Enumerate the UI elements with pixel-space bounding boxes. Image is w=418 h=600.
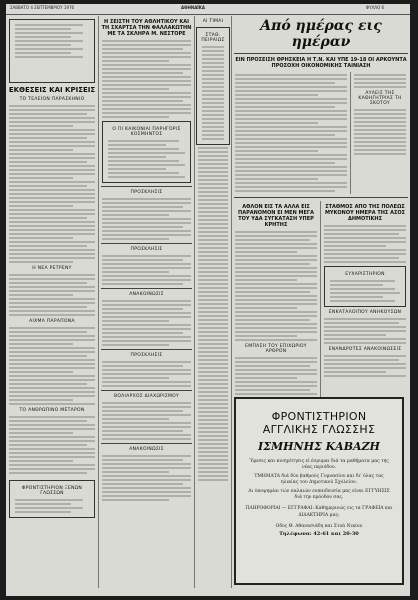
column-1 <box>6 16 99 588</box>
prices-title: ΣΤΑΘ. ΠΕΙΡΑΙΩΣ <box>201 33 225 43</box>
notice-title: Ο ΠΙ ΚΑΙΚΟΝΙΑΙ ΠΑΡΗΓΟΡΙΣ ΚΟΣΜΗΝΤΟΣ <box>112 127 181 137</box>
subheading: Η ΝΕΑ ΡΕΤΡΕΝΥ <box>32 266 72 271</box>
section-heading: ΕΝΚΑΤΑΛΟΙΠΟΥ ΑΝΗΚΟΥΣΩΝ <box>328 310 402 315</box>
subheading: ΤΟ ΑΝΘΡΩΠΙΝΟ ΜΕΤΑΡΟΝ <box>19 408 85 413</box>
ad-text: Ύφεσις και κινηγέτησις εί έσρυμαι διά τα μαθήματα μας της νέας περιόδου. <box>249 459 389 470</box>
article-headline: ΣΤΑΘΜΟΣ ΑΠΟ ΤΗΣ ΠΟΛΕΩΣ ΜΥΚΟΝΟΥ ΗΜΕΡΑ ΤΗΣ ΑΣΟΣ ΔΗΜΟΤΙΚΗΣ <box>324 204 406 222</box>
advert-box <box>9 480 95 518</box>
section-heading: ΠΡΟΣΚΛΗΣΙΣ <box>130 190 163 195</box>
column-2 <box>99 16 195 588</box>
header-page: ΦΥΛΛΟ 6 <box>366 5 385 10</box>
notice-title: ΕΥΧΑΡΙΣΤΗΡΙΟΝ <box>345 272 385 277</box>
section-heading: ΕΝΑΝΔΡΟΤΕΣ ΑΝΑΚΟΙΝΩΣΕΙΣ <box>328 347 402 352</box>
subheading: ΑΙΧΜΑ ΠΑΡΑΠΟΝΑ <box>29 319 75 324</box>
newspaper-page <box>6 4 410 596</box>
advert-title: ΦΡΟΝΤΙΣΤΗΡΙΟΝ ΞΕΝΩΝ ΓΛΩΣΣΩΝ <box>21 486 83 496</box>
page-header <box>6 4 410 15</box>
header-title: ΑΘΗΝΑΪΚΑ <box>181 5 205 10</box>
ad-text: ΤΜΗΜΑΤΑ διά δύο βαθμούς Γυμνασίου και δι' όλας τας ηλικίας του Δημοτικού Σχολείου. <box>254 474 384 485</box>
section-heading: ΠΡΟΣΚΛΗΣΙΣ <box>130 247 163 252</box>
tutoring-advertisement <box>234 397 404 585</box>
article-headline: Η ΣΕΙΣΤΗ ΤΟΥ ΑΘΛΗΤΙΚΟΥ ΚΑΙ ΤΗ ΣΧΑΡΤΣΑ ΤΗΝ ΦΑΛΛΑΚΩΤΗΝ ΜΕ ΤΑ ΣΚΛΗΡΑ Μ. ΝΕΣΤΟΡΕ <box>101 19 192 37</box>
article-headline: ΕΙΝ ΠΡΟΣΕΙΣΗ ΘΡΗΣΚΕΙΑ Η Τ.Ν. ΚΑΙ ΥΠΕ 19-18 ΟΙ ΑΡΚΟΥΝΤΑ ΠΡΟΣΟΧΗ ΟΙΚΟΝΟΜΙΚΗΣ ΤΑΙΝΙΑΣΗ <box>235 57 407 69</box>
header-date: ΣΑΒΒΑΤΟ 4 ΣΕΠΤΕΜΒΡΙΟΥ 1976 <box>10 5 75 10</box>
notice-box <box>102 121 191 183</box>
section-title: ΕΚΘΕΣΕΙΣ ΚΑΙ ΚΡΙΣΕΙΣ <box>8 86 96 94</box>
section-heading: ΑΝΑΚΟΙΝΩΣΙΣ <box>129 447 164 452</box>
ad-text: Αι ύποψηφίαι τών παλαιών ευπαιδευσία μας είναι ΕΓΓΥΗΣΙΣ διά την πρόοδον σας. <box>248 489 390 500</box>
ad-phones: Τηλέφωνα: 42-61 και 20-30 <box>279 530 359 537</box>
section-heading: ΕΜΠΑΣΗ ΤΟΥ ΕΠΙΧΩΡΙΟΥ ΑΡΘΡΟΝ <box>245 344 307 354</box>
section-heading: ΠΡΟΣΚΛΗΣΙΣ <box>130 353 163 358</box>
section-heading: ΑΝΑΚΟΙΝΩΣΙΣ <box>129 292 164 297</box>
notice-box <box>9 19 95 83</box>
notice-box <box>324 266 406 307</box>
subheading: ΤΟ ΤΕΛΕΙΟΝ ΠΑΡΑΣΚΗΝΙΟ <box>19 97 85 102</box>
column-masthead: Από ημέρας εις ημέραν <box>260 18 382 50</box>
ad-contact: ΠΛΗΡΟΦΟΡΙΑΙ — ΕΓΓΡΑΦΑΙ: Καθημερινώς εις τα ΓΡΑΦΕΙΑ και ΔΙΔΑΚΤΗΡΙΑ μας: <box>245 506 393 518</box>
section-heading: ΒΟΛΙΑΡΧΟΣ ΔΙΑΧΩΡΙΣΜΟΥ <box>113 394 180 399</box>
section-heading: ΑΙ ΤΙΜΑΙ <box>202 19 224 24</box>
column-3 <box>195 16 232 588</box>
article-headline: ΑΘΛΟΝ ΕΙΣ ΤΑ ΑΛΛΑ ΕΙΣ ΠΑΡΑΝΟΜΟΝ ΕΙ ΜΕΝ ΜΕΓΑ ΤΟΥ ΥΔΑ ΣΥΓΚΑΤΑΣΗ ΥΠΕΡ ΚΡΗΤΗΣ <box>238 204 314 228</box>
ad-address: Οδος Θ. Αθανασιάδη και Στοά Νικίου <box>275 524 363 529</box>
side-heading: ΑΥΛΕΙΣ ΤΗΣ ΚΑΘΗΓΗΤΡΙΑΣ ΤΗ ΣΚΟΤΟΥ <box>358 91 402 106</box>
ad-subtitle: ΑΓΓΛΙΚΗΣ ΓΛΩΣΣΗΣ <box>262 423 376 436</box>
prices-box <box>196 27 230 145</box>
ad-title: ΦΡΟΝΤΙΣΤΗΡΙΟΝ <box>271 410 367 423</box>
ad-name: ΙΣΜΗΝΗΣ ΚΑΒΑΖΗ <box>258 440 380 453</box>
